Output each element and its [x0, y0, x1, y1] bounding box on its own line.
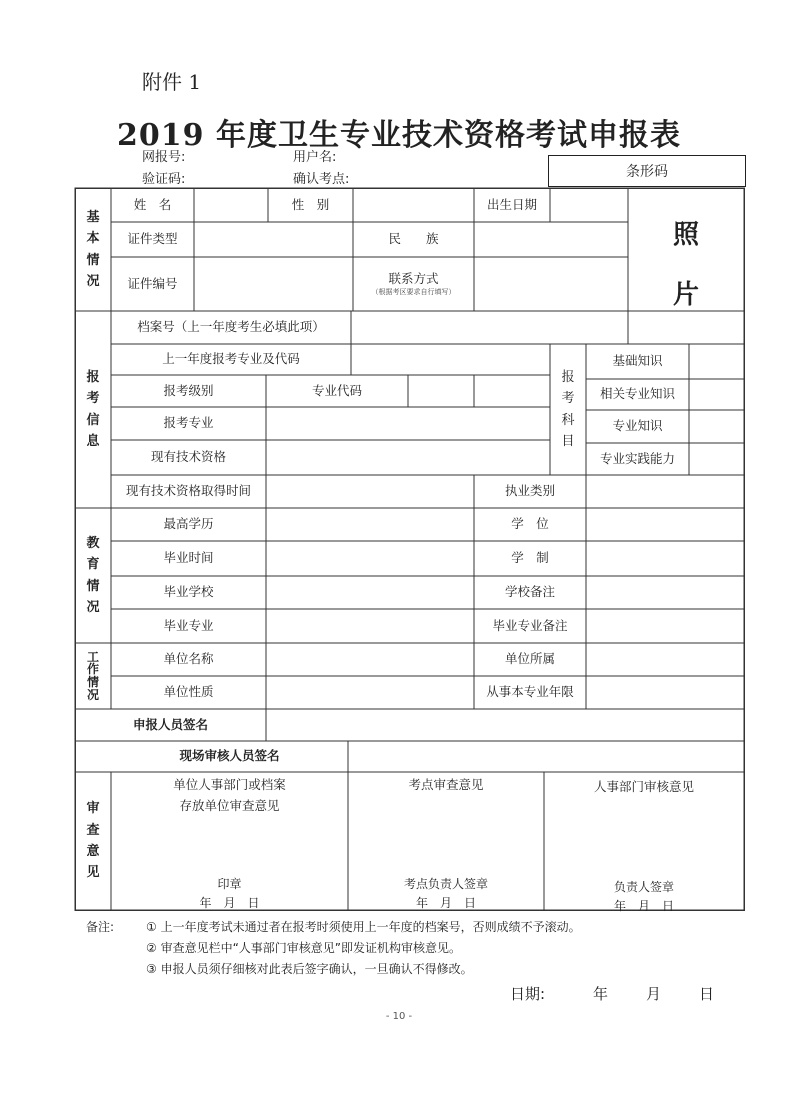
unit-date: 年 月 日 [199, 896, 260, 910]
footer-year: 年 [593, 985, 609, 1003]
hr-opinion-header: 人事部门审核意见 [593, 779, 694, 794]
name-label: 姓 名 [133, 196, 172, 212]
confirm-site-label: 确认考点: [293, 172, 350, 187]
note-item-1: ① 上一年度考试未通过者在报考时须使用上一年度的档案号，否则成绩不予滚动。 [146, 920, 581, 934]
attachment-label: 附件 1 [142, 70, 202, 94]
id-number-label: 证件编号 [127, 275, 178, 291]
apply-section-label: 报 考 信 息 [86, 369, 100, 449]
employer-location-label: 单位所属 [504, 651, 555, 667]
username-label: 用户名: [293, 150, 337, 165]
basic-section-label: 基 本 情 况 [86, 209, 100, 289]
site-opinion-header: 考点审查意见 [408, 777, 484, 792]
page-number: - 10 - [385, 1011, 413, 1022]
current-qual-label: 现有技术资格 [150, 449, 226, 465]
subject-related: 相关专业知识 [599, 386, 675, 402]
site-sign-area [348, 875, 544, 913]
subject-professional: 专业知识 [612, 418, 663, 434]
note-item-2: ② 审查意见栏中“人事部门审核意见”即发证机构审核意见。 [146, 941, 462, 955]
practice-type-label: 执业类别 [504, 483, 555, 499]
applicant-signature-label: 申报人员签名 [132, 716, 208, 732]
hr-sign-label: 负责人签章 [613, 880, 674, 894]
footer-day: 日 [699, 985, 715, 1003]
birth-date-label: 出生日期 [486, 196, 537, 212]
footer-date-label: 日期: [510, 985, 546, 1003]
unit-opinion-header: 单位人事部门或档案 存放单位审查意见 [173, 777, 286, 813]
site-date: 年 月 日 [415, 896, 476, 910]
qual-time-label: 现有技术资格取得时间 [125, 483, 251, 499]
school-note-label: 学校备注 [504, 584, 555, 600]
contact-note: （根据考区要求自行填写） [371, 287, 456, 296]
review-section-label: 审 查 意 见 [86, 801, 100, 881]
hr-sign-area [544, 878, 744, 916]
id-type-label: 证件类型 [127, 231, 178, 247]
highest-degree-label: 最高学历 [163, 516, 214, 532]
contact-cell [353, 257, 474, 311]
hr-date: 年 月 日 [613, 899, 674, 913]
degree-label: 学 位 [511, 516, 549, 532]
major-code-label: 专业代码 [311, 382, 362, 398]
site-sign-label: 考点负责人签章 [403, 877, 488, 891]
last-year-major-label: 上一年度报考专业及代码 [162, 351, 300, 367]
subjects-section-label: 报 考 科 目 [561, 369, 575, 449]
grad-major-label: 毕业专业 [163, 617, 214, 633]
unit-seal-area [111, 875, 348, 913]
grad-time-label: 毕业时间 [163, 550, 214, 566]
archive-no-label: 档案号（上一年度考生必填此项） [137, 319, 325, 335]
barcode-label: 条形码 [626, 164, 668, 180]
photo-box: 照 片 [672, 220, 699, 310]
web-reg-no-label: 网报号: [142, 150, 186, 165]
level-label: 报考级别 [163, 382, 214, 398]
employer-type-label: 单位性质 [163, 684, 214, 700]
years-in-field-label: 从事本专业年限 [486, 684, 574, 700]
subject-basic: 基础知识 [612, 353, 663, 369]
gender-label: 性 别 [291, 196, 330, 212]
subject-practice: 专业实践能力 [599, 450, 675, 466]
work-section-label: 工 作 情 况 [86, 649, 99, 702]
education-section-label: 教 育 情 况 [86, 535, 100, 615]
note-item-3: ③ 申报人员须仔细核对此表后签字确认，一旦确认不得修改。 [146, 962, 473, 976]
employer-label: 单位名称 [163, 651, 214, 667]
school-system-label: 学 制 [511, 550, 549, 566]
major-label: 报考专业 [163, 415, 214, 431]
onsite-signature-label: 现场审核人员签名 [179, 748, 280, 764]
contact-label: 联系方式 [388, 271, 439, 287]
notes-label: 备注: [86, 920, 115, 934]
school-label: 毕业学校 [163, 584, 214, 600]
seal-label: 印章 [217, 877, 242, 891]
ethnicity-label: 民 族 [388, 231, 439, 247]
captcha-label: 验证码: [142, 172, 186, 187]
form-title: 2019 年度卫生专业技术资格考试申报表 [117, 118, 681, 153]
footer-month: 月 [646, 985, 662, 1003]
grad-major-note-label: 毕业专业备注 [492, 617, 568, 633]
